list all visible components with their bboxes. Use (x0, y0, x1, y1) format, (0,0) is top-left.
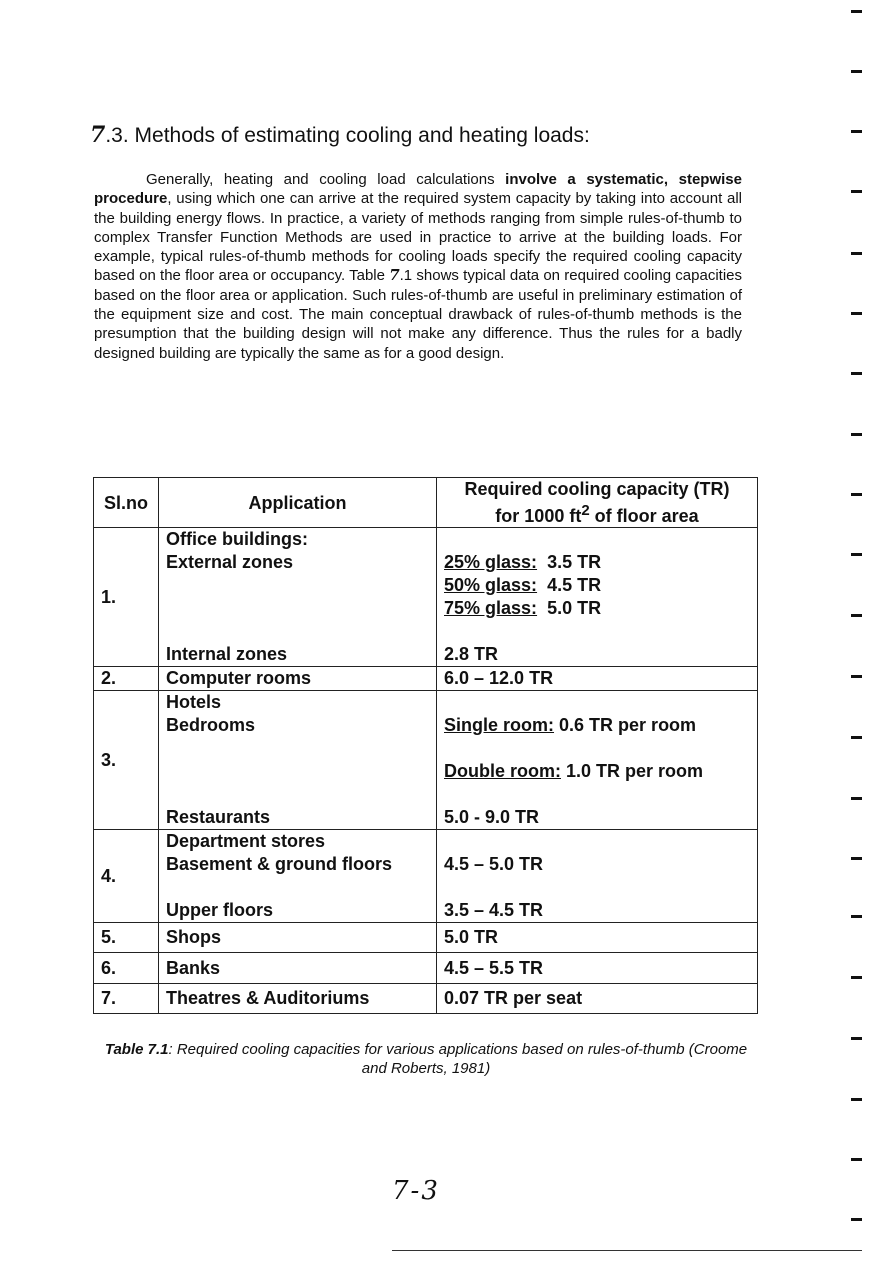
margin-mark (851, 797, 862, 800)
row-application: Shops (159, 923, 437, 953)
glass-75-value: 5.0 TR (547, 598, 602, 618)
bottom-rule (392, 1250, 862, 1251)
row-application (159, 830, 437, 923)
row-application: Theatres & Auditoriums (159, 984, 437, 1014)
row-number: 1. (94, 528, 159, 667)
row-capacity (437, 830, 758, 923)
single-room-label: Single room: (444, 715, 555, 735)
margin-mark (851, 1218, 862, 1221)
glass-75 (444, 597, 750, 620)
caption-label-handwritten: 7 (147, 1041, 156, 1058)
table-row (94, 984, 758, 1014)
app-restaurants: Restaurants (166, 807, 271, 827)
glass-25-label: 25% glass: (444, 552, 538, 572)
restaurants-value: 5.0 - 9.0 TR (444, 807, 540, 827)
app-bedrooms: Bedrooms (166, 715, 256, 735)
header-slno: Sl.no (94, 478, 159, 528)
glass-25 (444, 551, 750, 574)
double-room-label: Double room: (444, 761, 561, 781)
header-application: Application (159, 478, 437, 528)
body-paragraph (94, 170, 742, 363)
margin-mark (851, 614, 862, 617)
row-capacity: 4.5 – 5.5 TR (437, 953, 758, 984)
cooling-capacity-table (93, 477, 758, 1014)
header-capacity-sup: 2 (581, 502, 590, 519)
row-capacity: 5.0 TR (437, 923, 758, 953)
app-office: Office buildings: (166, 529, 308, 549)
row-number: 5. (94, 923, 159, 953)
table-caption (96, 1040, 756, 1078)
margin-mark (851, 252, 862, 255)
glass-50 (444, 574, 750, 597)
row-application: Computer rooms (159, 667, 437, 691)
basement-value: 4.5 – 5.0 TR (444, 854, 544, 874)
row-number: 4. (94, 830, 159, 923)
row-capacity (437, 528, 758, 667)
app-basement: Basement & ground floors (166, 854, 393, 874)
margin-mark (851, 372, 862, 375)
row-capacity: 6.0 – 12.0 TR (437, 667, 758, 691)
margin-mark (851, 70, 862, 73)
row-application: Banks (159, 953, 437, 984)
table-row (94, 953, 758, 984)
section-number: .3. (105, 124, 129, 147)
row-capacity: 0.07 TR per seat (437, 984, 758, 1014)
margin-mark (851, 857, 862, 860)
caption-label (105, 1041, 169, 1058)
single-room (444, 714, 750, 737)
margin-mark (851, 553, 862, 556)
table-row (94, 528, 758, 667)
row-number: 2. (94, 667, 159, 691)
caption-label-pre: Table (104, 1041, 148, 1058)
table-ref-handwritten: 7 (389, 266, 400, 285)
section-number-handwritten: 7 (90, 122, 106, 148)
app-internal-zones: Internal zones (166, 644, 288, 664)
margin-mark (851, 10, 862, 13)
table-row (94, 830, 758, 923)
glass-25-value: 3.5 TR (547, 552, 602, 572)
header-capacity-line2-post: of floor area (589, 506, 699, 526)
margin-mark (851, 1098, 862, 1101)
page-number: 7-3 (392, 1176, 440, 1206)
row-number: 6. (94, 953, 159, 984)
section-heading (90, 122, 590, 148)
row-capacity (437, 691, 758, 830)
margin-mark (851, 130, 862, 133)
double-room (444, 760, 750, 783)
caption-text: : Required cooling capacities for various applications based on rules-of-thumb (Croome and Roberts, 1981) (168, 1041, 748, 1077)
paragraph-text-2: , using which one can arrive at the required system capacity by taking into account all the building energy flows. In practice, a variety of methods ranging from simple rules-of-thumb to complex Transfer Function Methods are used in practice to arrive at the building loads. For example, typical rules-of-thumb methods for cooling loads specify the required cooling capacity based on the floor area or occupancy. Table (94, 190, 742, 285)
paragraph-bold-text: involve a systematic, stepwise procedure (94, 171, 742, 208)
app-external-zones: External zones (166, 552, 294, 572)
glass-50-value: 4.5 TR (547, 575, 602, 595)
row-application (159, 691, 437, 830)
app-upper-floors: Upper floors (166, 900, 274, 920)
single-room-value: 0.6 TR per room (559, 715, 697, 735)
margin-mark (851, 493, 862, 496)
margin-mark (851, 1037, 862, 1040)
margin-mark (851, 736, 862, 739)
upper-floors-value: 3.5 – 4.5 TR (444, 900, 544, 920)
glass-50-label: 50% glass: (444, 575, 538, 595)
row-application (159, 528, 437, 667)
paragraph-text-1: Generally, heating and cooling load calculations (146, 171, 506, 188)
margin-mark (851, 976, 862, 979)
margin-mark (851, 190, 862, 193)
header-capacity-line1: Required cooling capacity (TR) (464, 479, 730, 499)
table-row (94, 923, 758, 953)
margin-mark (851, 312, 862, 315)
table-row (94, 667, 758, 691)
double-room-value: 1.0 TR per room (566, 761, 704, 781)
row-number: 3. (94, 691, 159, 830)
glass-75-label: 75% glass: (444, 598, 538, 618)
table-ref-number: .1 (399, 267, 413, 285)
paragraph-text-3: shows typical data on required cooling capacities based on the floor area or application. Such rules-of-thumb are useful in preliminary estimation of the equipment size and cost. The main conceptual drawback of rules-of-thumb methods is the presumption that the building design will not make any difference. Thus the rules for a badly designed building are typically the same as for a good design. (94, 267, 743, 362)
app-department-stores: Department stores (166, 831, 326, 851)
table-header-row (94, 478, 758, 528)
table-row (94, 691, 758, 830)
caption-label-post: .1 (155, 1041, 169, 1058)
header-capacity (437, 478, 758, 528)
margin-mark (851, 1158, 862, 1161)
row-number: 7. (94, 984, 159, 1014)
margin-mark (851, 433, 862, 436)
internal-zones-value: 2.8 TR (444, 644, 499, 664)
app-hotels: Hotels (166, 692, 222, 712)
margin-mark (851, 675, 862, 678)
section-title: Methods of estimating cooling and heating loads: (134, 124, 590, 147)
margin-mark (851, 915, 862, 918)
header-capacity-line2: for 1000 ft (495, 506, 582, 526)
